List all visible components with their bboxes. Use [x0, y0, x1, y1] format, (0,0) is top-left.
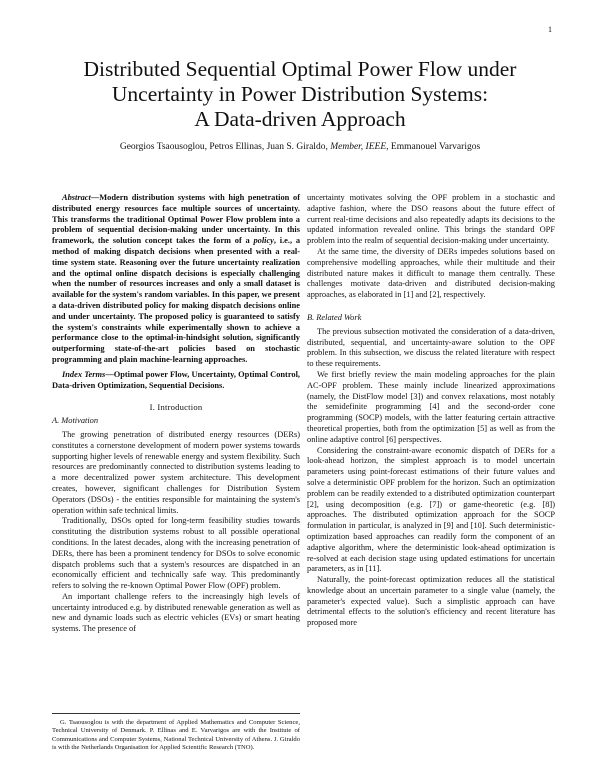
paragraph: Naturally, the point-forecast optimization reduces all the statistical knowledge about an uncertain parameter to a single value (namely, the parameter's expected value). Such a simplistic approach can have detrimental effects to the solution's efficiency and recent literature has proposed more: [307, 575, 555, 628]
author-names: Georgios Tsaousoglou, Petros Ellinas, Juan S. Giraldo,: [119, 142, 331, 152]
paper-title: [40, 57, 560, 132]
abstract: [52, 193, 300, 366]
paragraph: The growing penetration of distributed energy resources (DERs) constitutes a cornerstone development of modern power systems towards supporting higher levels of renewable energy and system flexibility. Such resources are predominantly connected to distribution systems leading to a more decentralized power system architecture. This development creates, however, significant challenges for Distribution System Operators (DSOs) - the entities responsible for maintaining the system's operation within safe technical limits.: [52, 429, 300, 515]
author-membership: Member, IEEE: [330, 142, 387, 152]
subsection-heading-related-work: B. Related Work: [307, 312, 362, 322]
index-terms-text: —Optimal power Flow, Uncertainty, Optimal Control, Data-driven Optimization, Sequential Decisions.: [52, 369, 301, 390]
title-line-3: A Data-driven Approach: [194, 107, 406, 131]
author-list: [40, 142, 560, 152]
paragraph: We first briefly review the main modeling approaches for the plain AC-OPF problem. These mainly include linearized approximations (namely, the DistFlow model [3]) and convex relaxations, most notably the semidefinite programming [4] and the second-order cone programming (SOCP) models, with the latter featuring certain attractive theoretical properties, both from the optimization [5] as well as from the online adaptive control [6] perspectives.: [307, 369, 555, 444]
paragraph: An important challenge refers to the increasingly high levels of uncertainty introduced e.g. by distributed renewable generation as well as new and dynamic loads such as electric vehicles (EVs) or smart heating systems. The presence of: [52, 591, 300, 634]
right-column: [307, 193, 555, 629]
paragraph: At the same time, the diversity of DERs impedes solutions based on comprehensive modelling approaches, while their multitude and their distributed nature makes it difficult to manage them centrally. These challenges motivate data-driven and distributed decision-making approaches, as elaborated in [1] and [2], respectively.: [307, 246, 555, 300]
paragraph: Considering the constraint-aware economic dispatch of DERs for a look-ahead horizon, the simplest approach is to model uncertain parameters using point-forecast estimations of their future values and solve a deterministic OPF problem for the horizon. Such an optimization problem can be readily extended to a distributed optimization counterpart [2], using decomposition (e.g. [7]) or game-theoretic (e.g. [8]) approaches. The distributed optimization approach for the SOCP formulation in particular, is analyzed in [9] and [10]. Such deterministic-optimization based approaches can readily form the component of an adaptive algorithm, where the deterministic look-ahead optimization is re-solved at each decision stage using updated estimations for uncertain parameters, as in [11].: [307, 445, 555, 574]
page-number: 1: [548, 25, 552, 34]
paragraph-continued: uncertainty motivates solving the OPF problem in a stochastic and adaptive fashion, where the DSO reasons about the future effect of current real-time decisions and also repeatedly adapts its decisions to the updated information revealed online. This brings the standard OPF problem into the realm of sequential decision-making under uncertainty.: [307, 193, 555, 246]
author-affiliation-footnote: G. Tsaousoglou is with the department of Applied Mathematics and Computer Science, Technical University of Denmark. P. Ellinas and E. Varvarigos are with the Institute of Communications and Computer Systems, National Technical University of Athens. J. Giraldo is with the Netherlands Organisation for Applied Scientific Research (TNO).: [52, 713, 300, 752]
abstract-text-1: —Modern distribution systems with high penetration of distributed energy resources face multiple sources of uncertainty. This transforms the traditional Optimal Power Flow problem into a problem of sequential decision-making under uncertainty. In this framework, the solution concept takes the form of a: [52, 193, 300, 246]
abstract-policy-term: policy: [253, 236, 274, 246]
subsection-heading-motivation: A. Motivation: [52, 416, 99, 426]
title-line-1: Distributed Sequential Optimal Power Flow under: [83, 57, 517, 81]
abstract-label: Abstract: [62, 193, 91, 202]
paragraph: The previous subsection motivated the consideration of a data-driven, distributed, sequential, and uncertainty-aware solution to the OPF problem. In this subsection, we discuss the related literature with respect to these requirements.: [307, 326, 555, 369]
author-last: , Emmanouel Varvarigos: [386, 142, 481, 152]
paragraph: Traditionally, DSOs opted for long-term feasibility studies towards constituting the distribution systems robust to all possible operational conditions. In the latest decades, along with the increasing penetration of DERs, there has been a prominent tendency for DSOs to solve economic dispatch problems such that a system's resources are dispatched in an economically efficient and technically safe way. This predominantly refers to solving the re-known Optimal Power Flow (OPF) problem.: [52, 516, 300, 591]
title-line-2: Uncertainty in Power Distribution Systems:: [111, 82, 489, 106]
abstract-text-2: , i.e., a method of making dispatch decisions when presented with a real-time system state. Reasoning over the future uncertainty realization and the optimal online dispatch decisions is especially challenging when the number of resources increases and only a small dataset is available for the system's random variables. In this paper, we present a data-driven distributed policy for making dispatch decisions online and under uncertainty. The proposed policy is guaranteed to satisfy the system's constraints while experimentally shown to achieve a performance close to the optimal-in-hindsight solution, significantly outperforming state-of-the-art policies based on stochastic programming and plain machine-learning approaches.: [52, 236, 301, 364]
index-terms: [52, 370, 300, 392]
index-terms-label: Index Terms: [62, 369, 106, 379]
section-heading-introduction: I. Introduction: [149, 402, 203, 413]
left-column: [52, 193, 300, 635]
